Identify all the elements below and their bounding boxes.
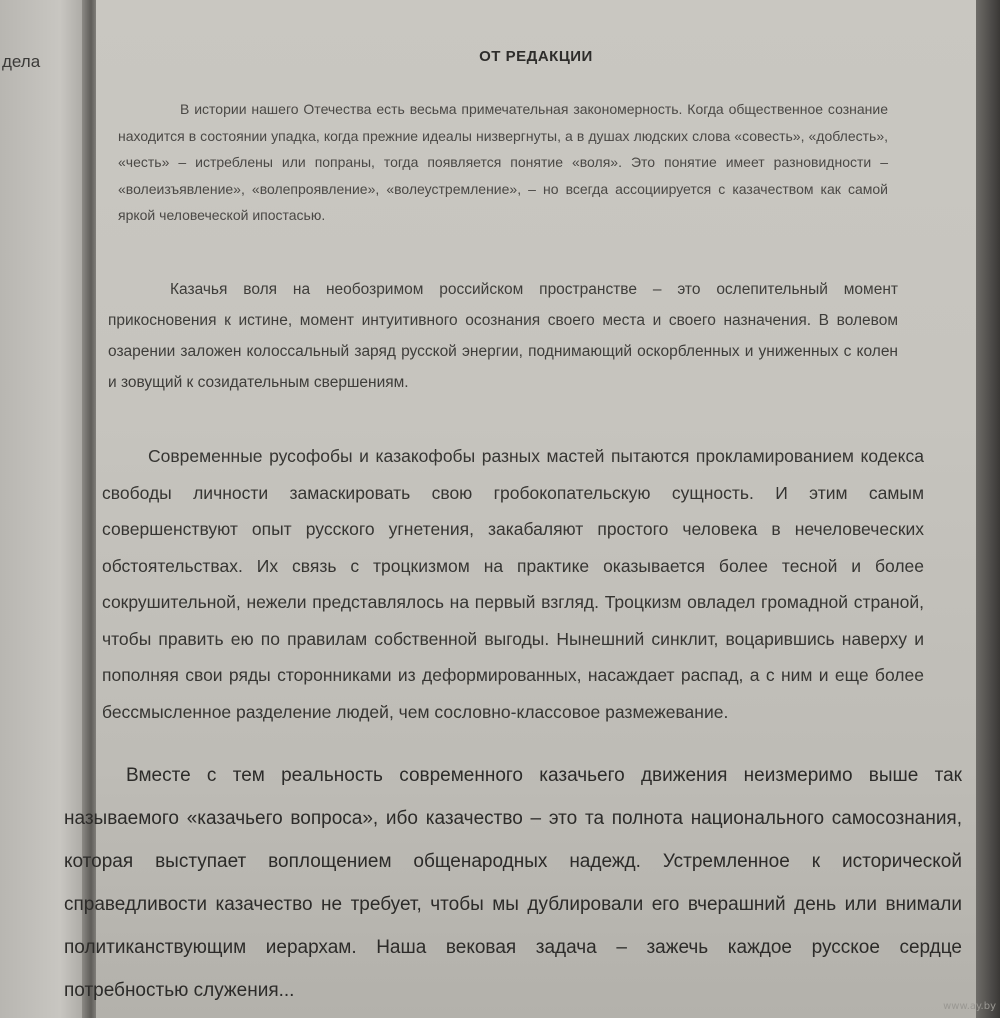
- table-edge: [976, 0, 1000, 1018]
- paragraph-1: В истории нашего Отечества есть весьма примечательная закономерность. Когда общественное сознание находится в состоянии упадка, когда прежние идеалы низвергнуты, а в душах людских слова «совесть», «доблесть», «честь» – истреблены или попраны, тогда появляется понятие «воля». Это понятие имеет разновидности – «волеизъявление», «волепроявление», «волеустремление», – но всегда ассоциируется с казачеством как самой яркой человеческой ипостасью.: [118, 101, 888, 223]
- paragraph-2: Казачья воля на необозримом российском пространстве – это ослепительный момент прикосновения к истине, момент интуитивного осознания своего места и своего назначения. В волевом озарении заложен колоссальный заряд русской энергии, поднимающий оскорбленных и униженных с колен и зовущий к созидательным свершениям.: [108, 281, 898, 391]
- page-title: ОТ РЕДАКЦИИ: [479, 48, 593, 65]
- paragraph-3: Современные русофобы и казакофобы разных мастей пытаются прокламированием кодекса свободы личности замаскировать свою гробокопательскую сущность. И этим самым совершенствуют опыт русского угнетения, закабаляют простого человека в нечеловеческих обстоятельствах. Их связь с троцкизмом на практике оказывается более тесной и более сокрушительной, нежели представлялось на первый взгляд. Троцкизм овладел громадной страной, чтобы править ею по правилам собственной выгоды. Нынешний синклит, воцарившись наверху и пополняя свои ряды сторонниками из деформированных, насаждает распад, а с ним и еще более бессмысленное разделение людей, чем сословно-классовое размежевание.: [102, 446, 924, 722]
- watermark: www.ay.by: [943, 1001, 996, 1012]
- left-page-text-fragment: дела: [2, 52, 41, 71]
- paragraph-4: Вместе с тем реальность современного казачьего движения неизмеримо выше так называемого «казачьего вопроса», ибо казачество – это та полнота национального самосознания, которая выступает воплощением общенародных надежд. Устремленное к исторической справедливости казачество не требует, чтобы мы дублировали его вчерашний день или внимали политиканствующим иерархам. Наша вековая задача – зажечь каждое русское сердце потребностью служения...: [64, 765, 962, 1001]
